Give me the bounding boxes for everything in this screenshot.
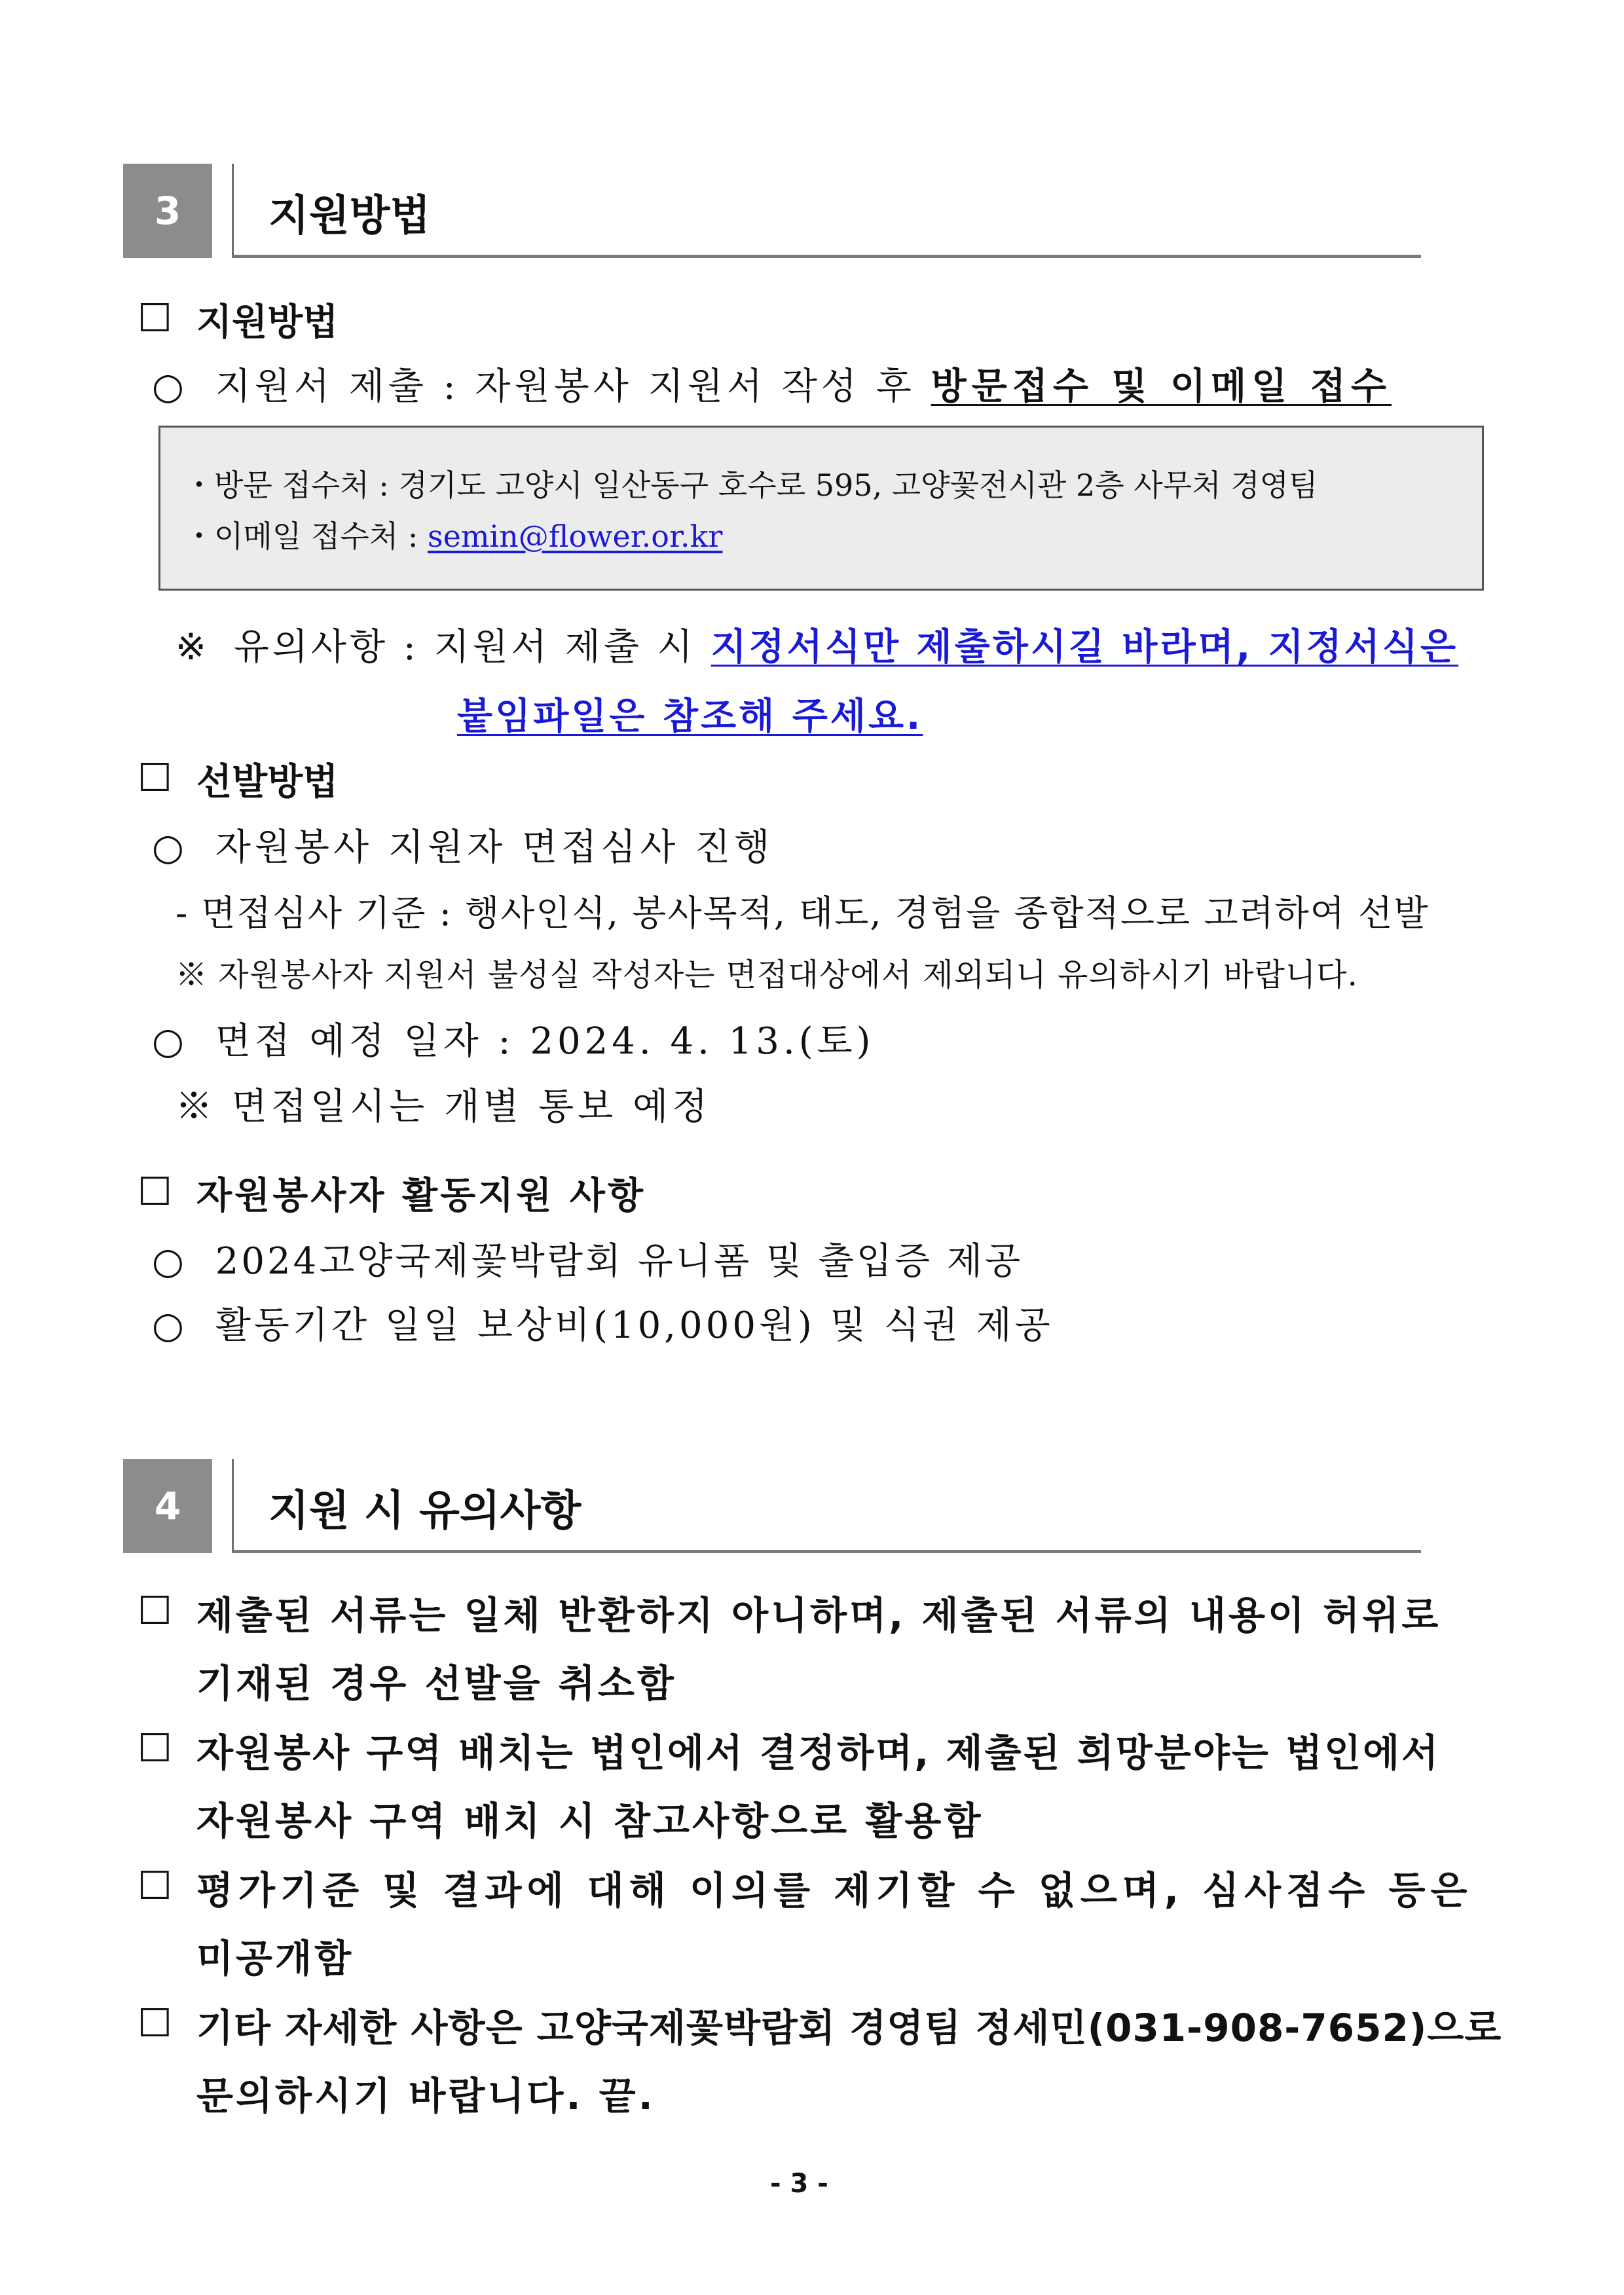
selection-method-heading: 선발방법: [196, 761, 339, 803]
section-4-title: 지원 시 유의사항: [268, 1487, 581, 1535]
circle-bullet: ○: [152, 365, 188, 408]
checkbox-bullet: □: [138, 753, 172, 796]
interview-date-text: 면접 예정 일자 : 2024. 4. 13.(토): [215, 1020, 875, 1063]
visit-address: ・방문 접수처 : 경기도 고양시 일산동구 호수로 595, 고양꽃전시관 2층 사무처 경영팀: [184, 468, 1318, 503]
support-item-text: 활동기간 일일 보상비(10,000원) 및 식권 제공: [215, 1304, 1054, 1347]
rule-3-line-2: 미공개함: [196, 1936, 354, 1981]
apply-method-heading: 지원방법: [196, 301, 339, 344]
section-4-number: 4: [123, 1459, 212, 1553]
checkbox-bullet: □: [138, 1861, 172, 1903]
support-item-text: 2024고양국제꽃박람회 유니폼 및 출입증 제공: [215, 1240, 1024, 1283]
section-3-divider: [232, 164, 234, 258]
caution-text: 유의사항 : 지원서 제출 시: [233, 626, 711, 669]
interview-criteria: - 면접심사 기준 : 행사인식, 봉사목적, 태도, 경험을 종합적으로 고려하여 선발: [175, 892, 1430, 934]
apply-submit-text: 지원서 제출 : 자원봉사 지원서 작성 후: [215, 365, 931, 408]
submission-info-box: [158, 426, 1484, 591]
selection-item-interview: [152, 818, 773, 871]
section-3-rule: [233, 255, 1421, 258]
section-3-title: 지원방법: [268, 192, 431, 240]
section-4-divider: [232, 1459, 234, 1553]
checkbox-bullet: □: [138, 1998, 172, 2041]
rule-3-line-1: 평가기준 및 결과에 대해 이의를 제기할 수 없으며, 심사점수 등은: [196, 1868, 1473, 1913]
circle-bullet: ○: [152, 1020, 188, 1063]
interview-note: ※ 자원봉사자 지원서 불성실 작성자는 면접대상에서 제외되니 유의하시기 바랍니다.: [175, 957, 1358, 993]
reference-mark: ※: [175, 626, 210, 669]
rule-4-line-2: 문의하시기 바랍니다. 끝.: [196, 2074, 655, 2118]
selection-item-text: 자원봉사 지원자 면접심사 진행: [215, 826, 774, 869]
interview-notice: ※ 면접일시는 개별 통보 예정: [175, 1086, 712, 1128]
email-link[interactable]: semin@flower.or.kr: [427, 519, 723, 554]
rule-2-line-2: 자원봉사 구역 배치 시 참고사항으로 활용함: [196, 1799, 984, 1843]
support-heading: 자원봉사자 활동지원 사항: [196, 1175, 646, 1217]
rule-4-line-1: 기타 자세한 사항은 고양국제꽃박람회 경영팀 정세민(031-908-7652)으로: [196, 2006, 1502, 2050]
checkbox-bullet: □: [138, 1723, 172, 1766]
email-line: [184, 513, 722, 556]
page-number: - 3 -: [770, 2169, 828, 2199]
caution-emphasis-2: 붙임파일은 참조해 주세요.: [457, 695, 923, 738]
checkbox-bullet: □: [138, 293, 172, 336]
checkbox-bullet: □: [138, 1586, 172, 1628]
support-item-uniform: [152, 1232, 1023, 1285]
circle-bullet: ○: [152, 1304, 188, 1347]
selection-item-date: [152, 1012, 875, 1065]
circle-bullet: ○: [152, 826, 188, 869]
rule-1-line-2: 기재된 경우 선발을 취소함: [196, 1661, 676, 1706]
email-label: ・이메일 접수처 :: [184, 519, 428, 554]
circle-bullet: ○: [152, 1240, 188, 1283]
rule-1-line-1: 제출된 서류는 일체 반환하지 아니하며, 제출된 서류의 내용이 허위로: [196, 1593, 1441, 1638]
rule-2-line-1: 자원봉사 구역 배치는 법인에서 결정하며, 제출된 희망분야는 법인에서: [196, 1731, 1441, 1775]
section-4-rule: [233, 1550, 1421, 1553]
caution-line-1: [175, 618, 1458, 670]
caution-emphasis-1: 지정서식만 제출하시길 바라며, 지정서식은: [710, 626, 1459, 669]
support-item-allowance: [152, 1296, 1054, 1349]
checkbox-bullet: □: [138, 1167, 172, 1209]
apply-submit-line: [152, 358, 1392, 410]
apply-submit-emphasis: 방문접수 및 이메일 접수: [931, 365, 1392, 408]
section-3-number: 3: [123, 164, 212, 258]
